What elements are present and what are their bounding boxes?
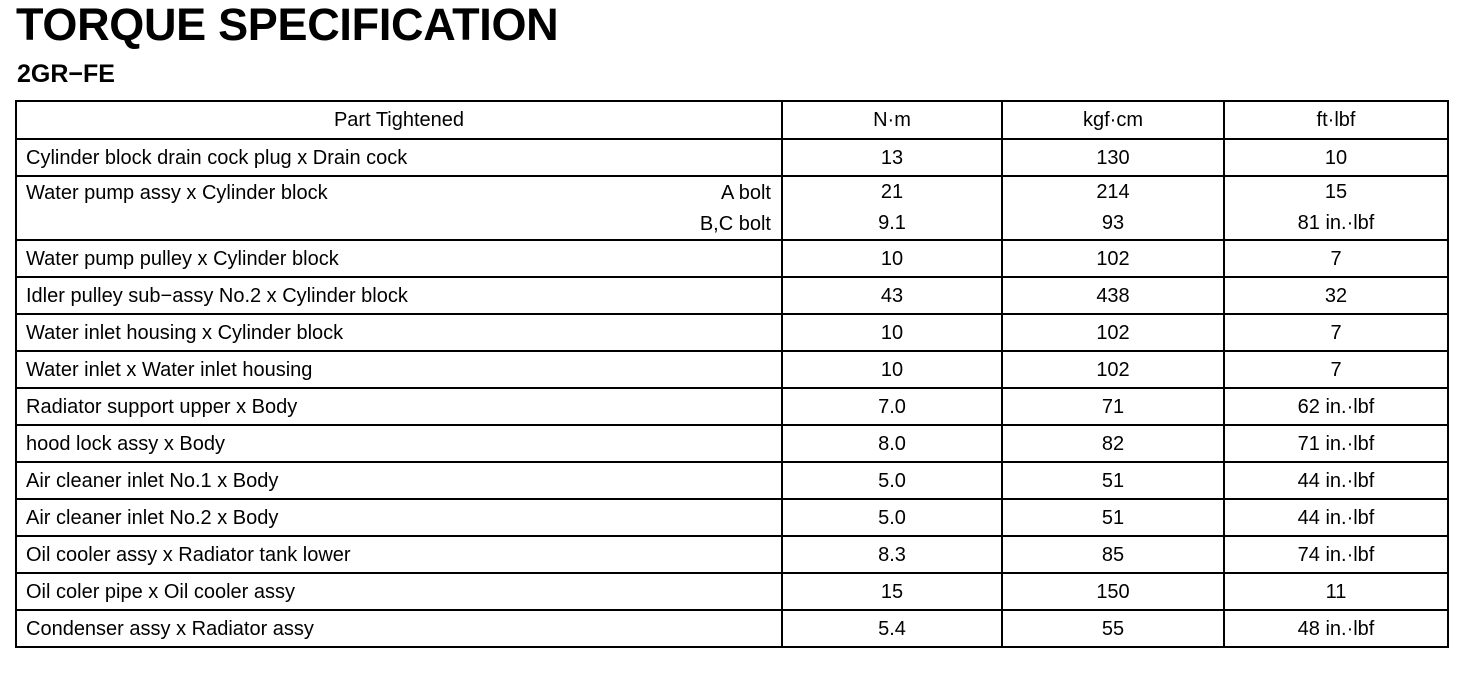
bolt-label-bc: B,C bolt — [699, 212, 771, 235]
part-line-a — [26, 181, 771, 205]
part-cell: Oil cooler assy x Radiator tank lower — [16, 536, 782, 573]
nm-cell: 10 — [782, 314, 1002, 351]
ft-lbf-cell: 7 — [1224, 351, 1448, 388]
nm-cell: 5.0 — [782, 462, 1002, 499]
table-row — [16, 277, 1448, 314]
part-cell — [16, 176, 782, 240]
table-header-row — [16, 101, 1448, 139]
table-row — [16, 536, 1448, 573]
part-cell: Radiator support upper x Body — [16, 388, 782, 425]
kgf-value-bc: 93 — [1101, 212, 1125, 234]
part-cell: Air cleaner inlet No.2 x Body — [16, 499, 782, 536]
kgf-cm-cell: 102 — [1002, 314, 1224, 351]
kgf-value-a: 214 — [1096, 181, 1130, 203]
page-title: TORQUE SPECIFICATION — [16, 0, 559, 50]
kgf-cm-cell: 130 — [1002, 139, 1224, 176]
part-cell: Air cleaner inlet No.1 x Body — [16, 462, 782, 499]
ft-lbf-cell: 44 in.·lbf — [1224, 462, 1448, 499]
nm-cell: 8.3 — [782, 536, 1002, 573]
ft-lbf-cell: 11 — [1224, 573, 1448, 610]
nm-cell: 43 — [782, 277, 1002, 314]
ft-lbf-cell: 10 — [1224, 139, 1448, 176]
table-row — [16, 240, 1448, 277]
ftlbf-value-bc: 81 in.·lbf — [1297, 212, 1375, 234]
torque-spec-table — [15, 100, 1449, 648]
nm-cell: 10 — [782, 351, 1002, 388]
nm-cell: 15 — [782, 573, 1002, 610]
part-cell: Water inlet housing x Cylinder block — [16, 314, 782, 351]
nm-value-a: 21 — [880, 181, 904, 203]
table-row — [16, 388, 1448, 425]
nm-cell: 5.4 — [782, 610, 1002, 647]
table-row — [16, 314, 1448, 351]
kgf-cm-cell: 55 — [1002, 610, 1224, 647]
nm-cell: 7.0 — [782, 388, 1002, 425]
ftlbf-value-a: 15 — [1324, 181, 1348, 203]
kgf-cm-cell: 102 — [1002, 351, 1224, 388]
kgf-cm-cell: 71 — [1002, 388, 1224, 425]
part-cell: Cylinder block drain cock plug x Drain cock — [16, 139, 782, 176]
nm-cell: 10 — [782, 240, 1002, 277]
bolt-label-a: A bolt — [720, 181, 771, 204]
table-row — [16, 573, 1448, 610]
ft-lbf-cell: 7 — [1224, 314, 1448, 351]
ft-lbf-cell — [1224, 176, 1448, 240]
part-cell: Oil coler pipe x Oil cooler assy — [16, 573, 782, 610]
table-row — [16, 139, 1448, 176]
ft-lbf-cell: 44 in.·lbf — [1224, 499, 1448, 536]
part-cell: hood lock assy x Body — [16, 425, 782, 462]
header-kgf-cm: kgf·cm — [1002, 101, 1224, 139]
nm-cell: 13 — [782, 139, 1002, 176]
kgf-cm-cell: 438 — [1002, 277, 1224, 314]
part-line-bc — [26, 212, 771, 236]
ft-lbf-cell: 74 in.·lbf — [1224, 536, 1448, 573]
ft-lbf-cell: 7 — [1224, 240, 1448, 277]
nm-cell: 5.0 — [782, 499, 1002, 536]
engine-model-subtitle: 2GR−FE — [17, 60, 115, 88]
ft-lbf-cell: 62 in.·lbf — [1224, 388, 1448, 425]
kgf-cm-cell: 51 — [1002, 499, 1224, 536]
kgf-cm-cell: 85 — [1002, 536, 1224, 573]
part-cell: Condenser assy x Radiator assy — [16, 610, 782, 647]
ft-lbf-cell: 71 in.·lbf — [1224, 425, 1448, 462]
part-cell: Water inlet x Water inlet housing — [16, 351, 782, 388]
table-row — [16, 499, 1448, 536]
part-cell: Idler pulley sub−assy No.2 x Cylinder block — [16, 277, 782, 314]
kgf-cm-cell: 150 — [1002, 573, 1224, 610]
nm-value-bc: 9.1 — [878, 212, 906, 234]
kgf-cm-cell: 82 — [1002, 425, 1224, 462]
header-nm: N·m — [782, 101, 1002, 139]
nm-cell: 8.0 — [782, 425, 1002, 462]
table-row — [16, 351, 1448, 388]
table-row — [16, 425, 1448, 462]
nm-cell — [782, 176, 1002, 240]
part-cell: Water pump pulley x Cylinder block — [16, 240, 782, 277]
ft-lbf-cell: 32 — [1224, 277, 1448, 314]
table-row-multi-bolt — [16, 176, 1448, 240]
ft-lbf-cell: 48 in.·lbf — [1224, 610, 1448, 647]
part-name: Water pump assy x Cylinder block — [26, 181, 328, 204]
kgf-cm-cell — [1002, 176, 1224, 240]
kgf-cm-cell: 102 — [1002, 240, 1224, 277]
header-ft-lbf: ft·lbf — [1224, 101, 1448, 139]
table-row — [16, 462, 1448, 499]
header-part-tightened: Part Tightened — [16, 101, 782, 139]
table-row — [16, 610, 1448, 647]
kgf-cm-cell: 51 — [1002, 462, 1224, 499]
